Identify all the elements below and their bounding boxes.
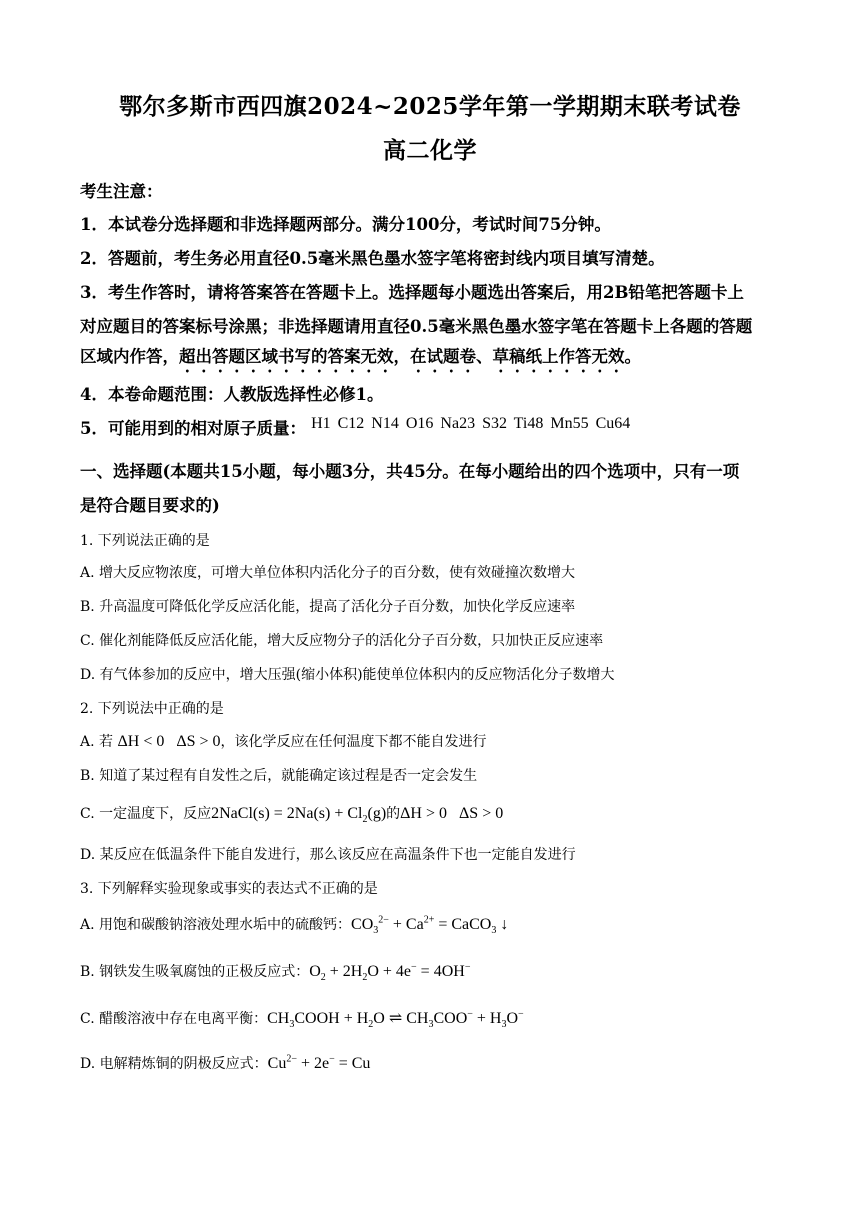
q3-option-b-text: B. 钢铁发生吸氧腐蚀的正极反应式： xyxy=(80,964,310,980)
q3-option-b-equation: $O_2 + 2H_2O + 4e^- = 4OH^-$ xyxy=(309,961,471,984)
q3-option-c-text: C. 醋酸溶液中存在电离平衡： xyxy=(80,1011,268,1027)
notice-item-3-line-3 xyxy=(80,343,641,376)
q2-option-b: B. 知道了某过程有自发性之后，就能确定该过程是否一定会发生 xyxy=(80,768,478,784)
subject-title: 高二化学 xyxy=(383,137,477,164)
q3-option-a-equation: $CO_3^{2-} + Ca^{2+}$ = CaCO$_3$ ↓ xyxy=(351,914,509,937)
exam-title: 鄂尔多斯市西四旗2024~2025学年第一学期期末联考试卷 xyxy=(119,93,741,120)
notice-item-5 xyxy=(80,415,630,439)
q3-option-b xyxy=(80,961,470,983)
q2-option-c-condition: ΔH > 0 ΔS > 0 xyxy=(400,805,504,822)
q2-option-a-prefix: A. 若 xyxy=(80,734,114,750)
notice-item-3-line-3-post: 。 xyxy=(624,347,641,366)
q1-option-d: D. 有气体参加的反应中，增大压强(缩小体积)能使单位体积内的反应物活化分子数增大 xyxy=(80,667,615,683)
q1-option-a: A. 增大反应物浓度，可增大单位体积内活化分子的百分数，使有效碰撞次数增大 xyxy=(80,565,576,581)
notice-item-3-line-2: 对应题目的答案标号涂黑；非选择题请用直径0.5毫米黑色墨水签字笔在答题卡上各题的答题 xyxy=(80,317,753,336)
notice-item-2: 2．答题前，考生务必用直径0.5毫米黑色墨水签字笔将密封线内项目填写清楚。 xyxy=(80,249,665,268)
notice-item-3-emphasis: 超出答题区域书写的答案无效，在试题卷、草稿纸上作答无效 xyxy=(179,347,625,366)
notice-heading: 考生注意： xyxy=(80,182,163,201)
q2-option-a-formula: ΔH < 0 ΔS > 0 xyxy=(117,733,221,750)
q3-option-d-text: D. 电解精炼铜的阴极反应式： xyxy=(80,1056,268,1072)
notice-item-5-label: 5．可能用到的相对原子质量： xyxy=(80,419,306,438)
q2-option-a xyxy=(80,731,487,751)
notice-item-3-line-1: 3．考生作答时，请将答案答在答题卡上。选择题每小题选出答案后，用2B铅笔把答题卡上 xyxy=(80,283,744,302)
q3-option-a-text: A. 用饱和碳酸钠溶液处理水垢中的硫酸钙： xyxy=(80,917,352,933)
atomic-masses: H1 C12 N14 O16 Na23 S32 Ti48 Mn55 Cu64 xyxy=(311,415,631,432)
q3-option-c xyxy=(80,1008,524,1030)
q3-option-d xyxy=(80,1053,370,1073)
q3-option-d-equation: $Cu^{2-} + 2e^- = Cu$ xyxy=(267,1053,371,1072)
q2-option-c-equation: 2NaCl(s) = $2Na(s) + Cl_2(g)$ xyxy=(211,805,387,826)
q3-stem: 3. 下列解释实验现象或事实的表达式不正确的是 xyxy=(80,881,378,897)
notice-item-3-line-3-pre: 区域内作答， xyxy=(80,347,179,366)
q1-option-b: B. 升高温度可降低化学反应活化能，提高了活化分子百分数，加快化学反应速率 xyxy=(80,599,576,615)
q2-option-d: D. 某反应在低温条件下能自发进行，那么该反应在高温条件下也一定能自发进行 xyxy=(80,847,576,863)
notice-item-4: 4．本卷命题范围：人教版选择性必修1。 xyxy=(80,385,384,404)
q2-option-c xyxy=(80,803,503,825)
q2-option-c-prefix: C. 一定温度下，反应 xyxy=(80,806,212,822)
q2-option-c-mid: 的 xyxy=(386,806,401,822)
q3-option-c-equation: $CH_3COOH + H_2O$ ⇌ $CH_3COO^- + H_3O^-$ xyxy=(267,1008,524,1031)
section-1-heading-line-2: 是符合题目要求的) xyxy=(80,496,220,515)
q2-option-a-suffix: ，该化学反应在任何温度下都不能自发进行 xyxy=(220,734,487,750)
section-1-heading-line-1: 一、选择题(本题共15小题，每小题3分，共45分。在每小题给出的四个选项中，只有一项 xyxy=(80,462,740,481)
q3-option-a xyxy=(80,914,508,936)
q1-option-c: C. 催化剂能降低反应活化能，增大反应物分子的活化分子百分数，只加快正反应速率 xyxy=(80,633,604,649)
q2-stem: 2. 下列说法中正确的是 xyxy=(80,701,224,717)
q1-stem: 1. 下列说法正确的是 xyxy=(80,533,210,549)
notice-item-1: 1．本试卷分选择题和非选择题两部分。满分100分，考试时间75分钟。 xyxy=(80,215,611,234)
